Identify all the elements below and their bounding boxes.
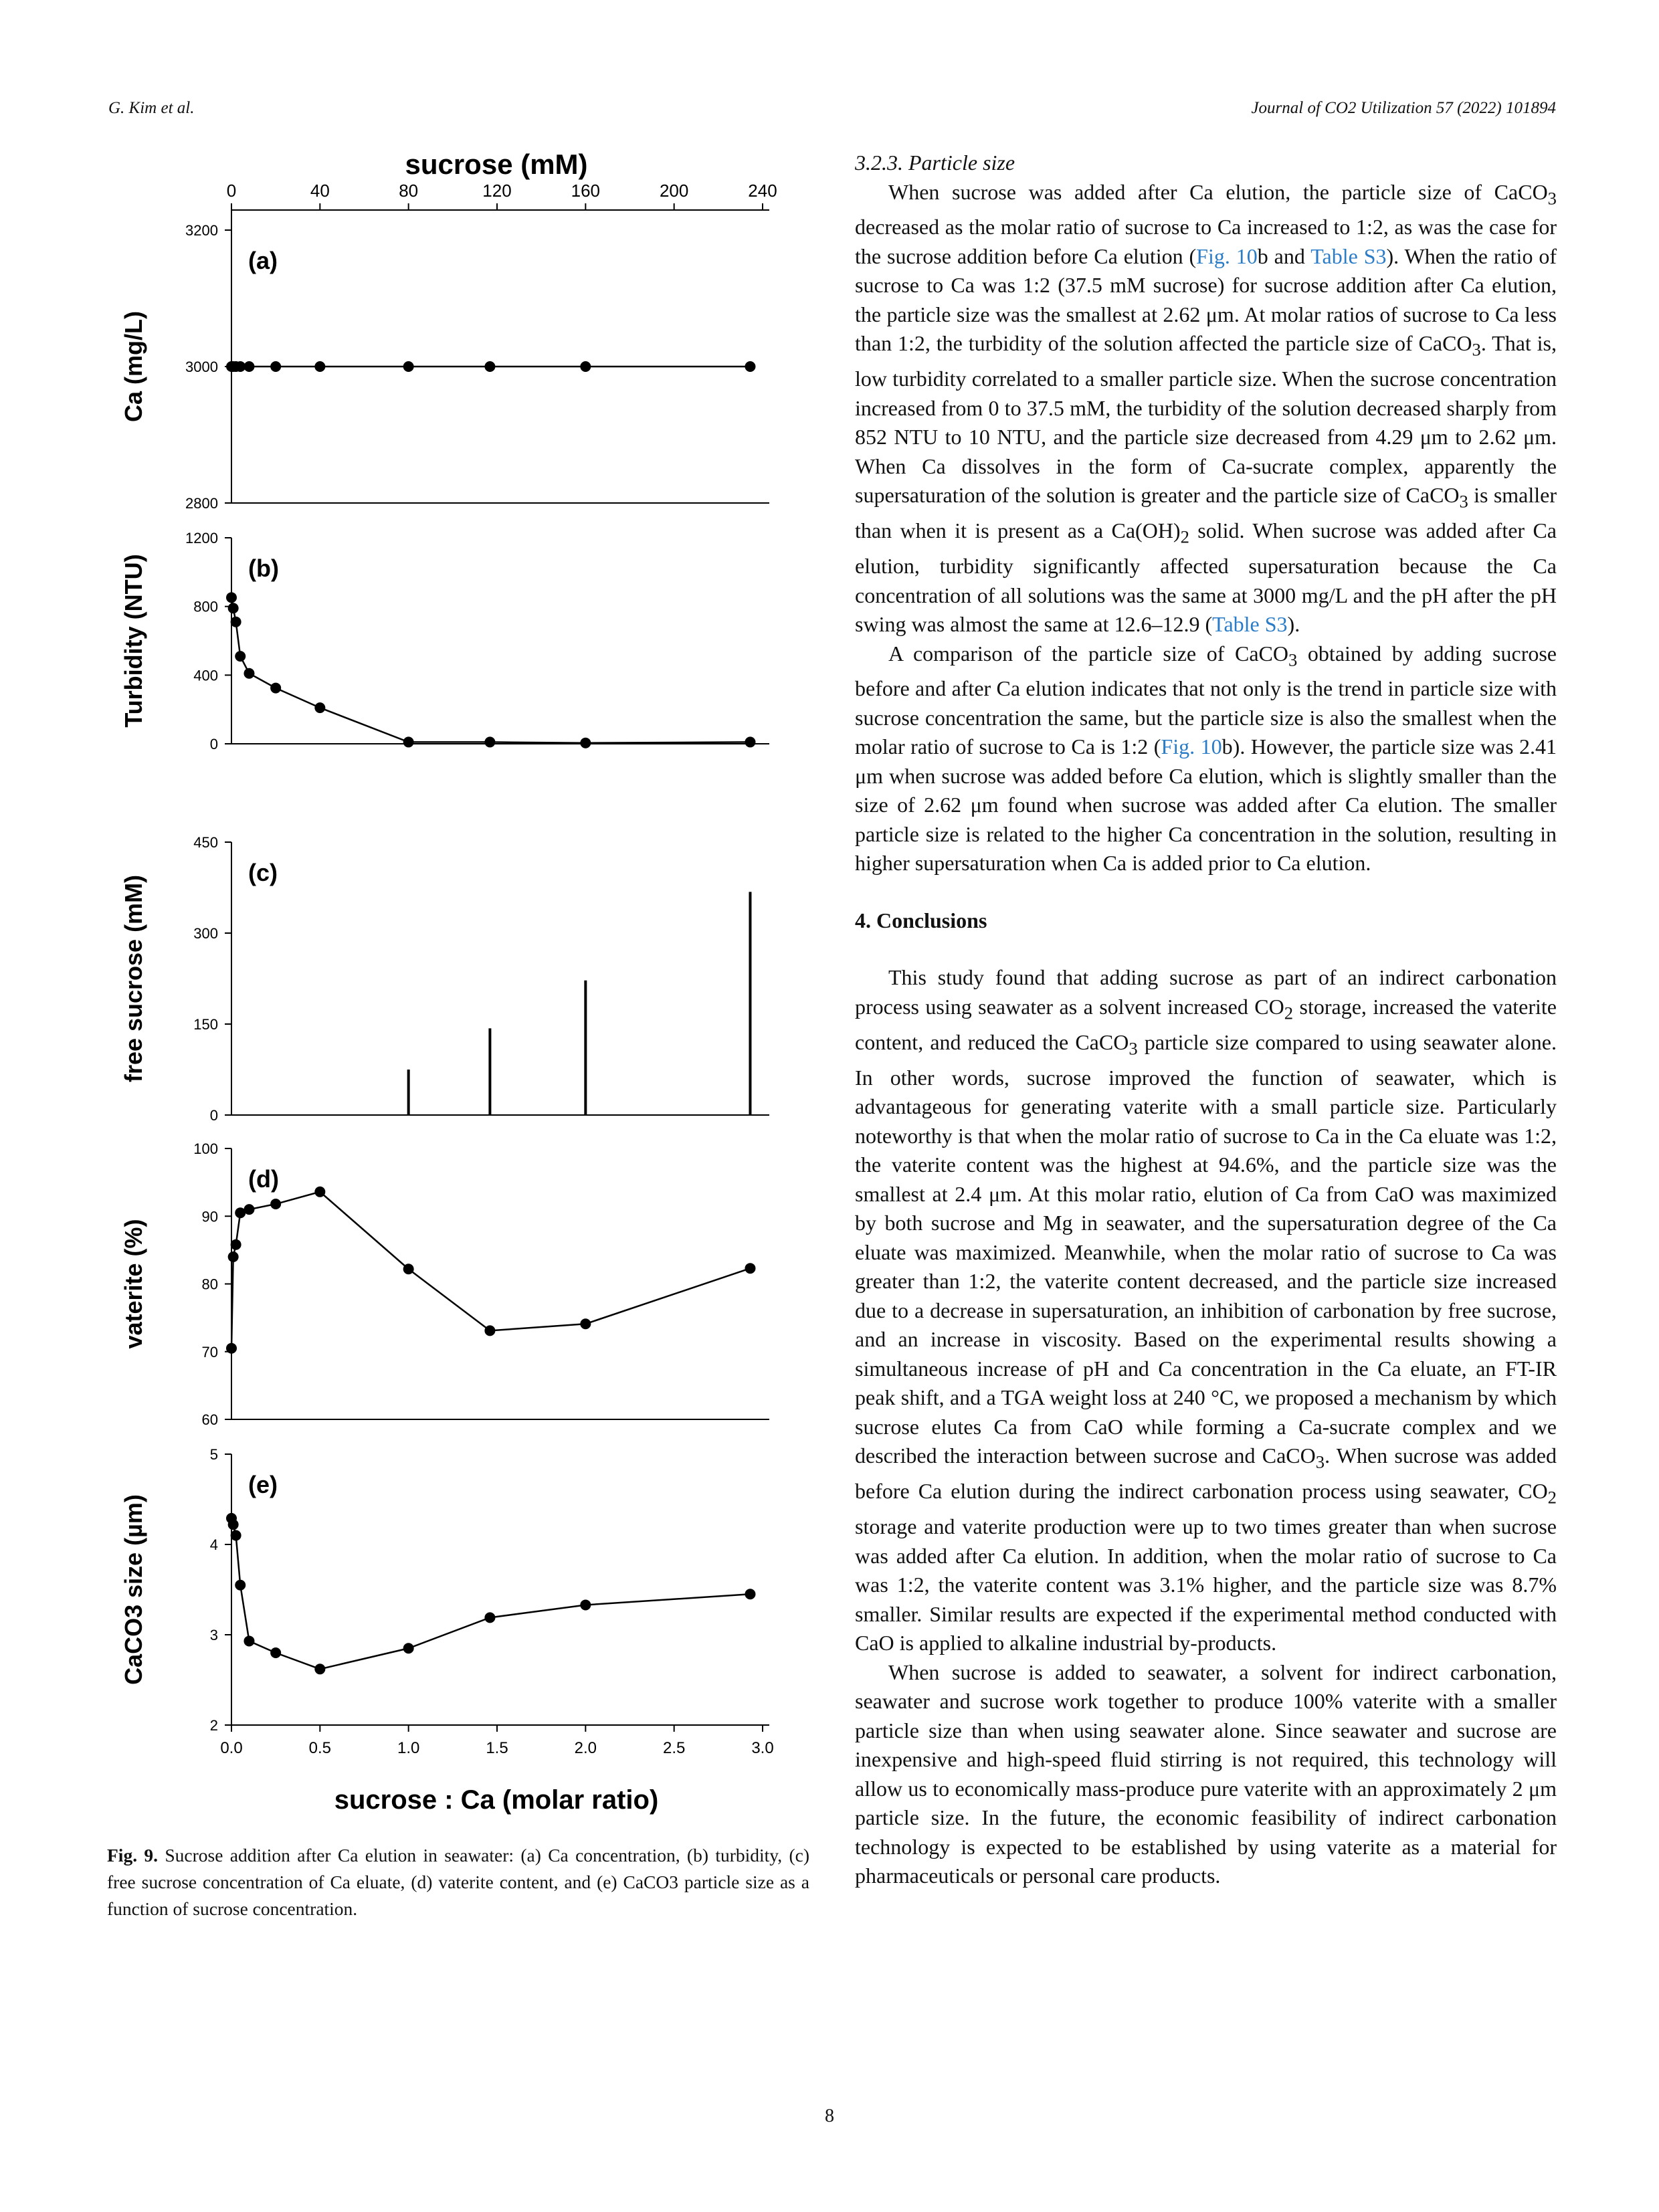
- top-tick-label: 120: [482, 181, 512, 201]
- bottom-tick-label: 1.5: [486, 1739, 508, 1757]
- chart-panel-5: [120, 1446, 769, 1734]
- data-point: [484, 1612, 495, 1623]
- data-point: [270, 1647, 281, 1658]
- data-point: [314, 361, 325, 372]
- bottom-tick-label: 2.0: [574, 1739, 597, 1757]
- data-point: [243, 668, 254, 679]
- y-tick-label: 800: [193, 598, 218, 615]
- data-point: [228, 1251, 239, 1262]
- figure-caption-label: Fig. 9.: [107, 1845, 159, 1866]
- bottom-axis: [220, 1725, 773, 1757]
- data-point: [243, 361, 254, 372]
- y-tick-label: 0: [209, 1107, 218, 1124]
- bottom-tick-label: 2.5: [662, 1739, 686, 1757]
- y-tick-label: 60: [201, 1411, 218, 1428]
- y-axis-label: Turbidity (NTU): [120, 554, 147, 728]
- data-point: [745, 736, 755, 747]
- data-point: [745, 1589, 755, 1599]
- data-point: [484, 736, 495, 747]
- body-column-right: [855, 148, 1557, 1891]
- top-tick-label: 240: [748, 181, 777, 201]
- y-tick-label: 3000: [185, 359, 218, 375]
- data-point: [231, 617, 241, 627]
- data-point: [226, 592, 237, 603]
- data-point: [270, 1199, 281, 1209]
- y-tick-label: 300: [193, 925, 218, 942]
- section-heading-conclusions: 4. Conclusions: [855, 908, 987, 932]
- bottom-tick-label: 0.0: [220, 1739, 243, 1757]
- section-heading-particle-size: 3.2.3. Particle size: [855, 150, 1015, 175]
- y-axis-label: free sucrose (mM): [120, 874, 147, 1083]
- data-point: [231, 1239, 241, 1250]
- data-point: [403, 1264, 414, 1274]
- figure-9: [100, 143, 809, 1835]
- data-point: [484, 361, 495, 372]
- panel-label: (a): [248, 247, 278, 274]
- chart-panel-1: [120, 222, 769, 512]
- y-tick-label: 1200: [185, 530, 218, 546]
- y-axis-label: vaterite (%): [120, 1219, 147, 1349]
- link-table-s3-2[interactable]: Table S3: [1212, 612, 1288, 637]
- paragraph-2: A comparison of the particle size of CaCO$_3$ obtained by adding sucrose before and after Ca elution indicates that not only is the trend in particle size with sucrose concentration the same, but the particle size is also the smallest when the molar ratio of sucrose to Ca is 1:2 (Fig. 10b). However, the particle size was 2.41 μm when sucrose was added before Ca elution, which is slightly smaller than the size of 2.62 μm found when sucrose was added after Ca elution. The smaller particle size is related to the higher Ca concentration in the solution, resulting in higher supersaturation when Ca is added prior to Ca elution.: [855, 641, 1557, 876]
- panel-label: (d): [248, 1165, 279, 1193]
- y-tick-label: 4: [209, 1536, 218, 1553]
- chart-panel-2: [120, 530, 769, 752]
- figure-caption-text: Sucrose addition after Ca elution in seawater: (a) Ca concentration, (b) turbidity, (c) free sucrose concentration of Ca eluate, (d) vaterite content, and (e) CaCO3 particle size as a function of sucrose concentration.: [107, 1845, 809, 1919]
- running-header-authors: G. Kim et al.: [108, 99, 195, 117]
- data-point: [235, 651, 246, 662]
- data-point: [243, 1635, 254, 1646]
- data-point: [314, 1187, 325, 1197]
- data-point: [580, 738, 591, 748]
- panel-label: (e): [248, 1471, 278, 1498]
- y-tick-label: 400: [193, 667, 218, 684]
- y-tick-label: 2800: [185, 495, 218, 512]
- bottom-axis-title: sucrose : Ca (molar ratio): [334, 1785, 659, 1815]
- y-tick-label: 3: [209, 1627, 218, 1643]
- data-point: [580, 1318, 591, 1329]
- top-tick-label: 160: [571, 181, 601, 201]
- y-tick-label: 0: [209, 736, 218, 752]
- figure-panels: [120, 222, 769, 1734]
- y-tick-label: 90: [201, 1208, 218, 1225]
- y-tick-label: 150: [193, 1016, 218, 1033]
- data-point: [243, 1204, 254, 1215]
- series-line: [231, 1518, 750, 1669]
- data-point: [484, 1325, 495, 1336]
- data-point: [403, 361, 414, 372]
- panel-label: (b): [248, 555, 279, 582]
- top-tick-label: 0: [226, 181, 237, 201]
- data-point: [745, 361, 755, 372]
- data-point: [228, 1519, 239, 1530]
- paragraph-3: This study found that adding sucrose as part of an indirect carbonation process using seawater as a solvent increased $CO_2$ storage, increased the vaterite content, and reduced the CaCO$_3$ particle size compared to using seawater alone. In other words, sucrose improved the function of seawater, which is advantageous for generating vaterite with a small particle size. Particularly noteworthy is that when the molar ratio of sucrose to Ca in the Ca eluate was 1:2, the vaterite content was the highest at 94.6%, and the particle size was the smallest at 2.4 μm. At this molar ratio, elution of Ca from CaO was maximized by both sucrose and Mg in seawater, and the supersaturation degree of the Ca eluate was maximized. Meanwhile, when the molar ratio of sucrose to Ca was greater than 1:2, the vaterite content decreased, and the particle size increased due to a decrease in supersaturation, an inhibition of carbonation by free sucrose, and an increase in viscosity. Based on the experimental results showing a simultaneous increase of pH and Ca concentration in the Ca eluate, an FT-IR peak shift, and a TGA weight loss at 240 °C, we proposed a mechanism by which sucrose elutes Ca from CaO while forming a Ca-sucrate complex and we described the interaction between sucrose and CaCO$_3$. When sucrose was added before Ca elution during the indirect carbonation process using seawater, $CO_2$ storage and vaterite production were up to two times greater than when sucrose was added after Ca elution. In addition, when the molar ratio of sucrose to Ca was 1:2, the vaterite content was 3.1% higher, and the particle size was 8.7% smaller. Similar results are expected if the experimental method conducted with CaO is applied to alkaline industrial by-products.: [855, 965, 1557, 1655]
- y-tick-label: 5: [209, 1446, 218, 1463]
- figure-caption: [107, 1842, 809, 1922]
- data-point: [403, 736, 414, 747]
- y-tick-label: 2: [209, 1717, 218, 1734]
- data-point: [235, 1580, 246, 1591]
- y-tick-label: 100: [193, 1140, 218, 1157]
- data-point: [228, 603, 239, 613]
- chart-panel-3: [120, 834, 769, 1124]
- y-tick-label: 70: [201, 1343, 218, 1361]
- y-tick-label: 450: [193, 834, 218, 851]
- y-tick-label: 80: [201, 1276, 218, 1293]
- series-line: [231, 1192, 750, 1348]
- link-fig10-2[interactable]: Fig. 10: [1161, 734, 1222, 759]
- top-tick-label: 200: [659, 181, 689, 201]
- y-axis-label: CaCO3 size (µm): [120, 1494, 147, 1685]
- data-point: [580, 1599, 591, 1610]
- page-number: 8: [825, 2106, 834, 2126]
- top-axis: [227, 181, 777, 230]
- data-point: [270, 683, 281, 694]
- data-point: [314, 1664, 325, 1674]
- top-axis-title: sucrose (mM): [405, 148, 588, 180]
- data-point: [580, 361, 591, 372]
- top-tick-label: 40: [310, 181, 330, 201]
- panel-label: (c): [248, 859, 278, 886]
- y-tick-label: 3200: [185, 222, 218, 239]
- paragraph-4: When sucrose is added to seawater, a solvent for indirect carbonation, seawater and sucrose work together to produce 100% vaterite with a smaller particle size than when using seawater alone. Since seawater and sucrose are inexpensive and high-speed fluid stirring is not required, this technology will allow us to economically mass-produce pure vaterite with an approximately 2 μm particle size. In the future, the economic feasibility of indirect carbonation technology is expected to be established by using vaterite as a material for pharmaceuticals or personal care products.: [855, 1660, 1557, 1888]
- data-point: [270, 361, 281, 372]
- series-line: [231, 597, 750, 742]
- data-point: [231, 1530, 241, 1541]
- bottom-tick-label: 3.0: [751, 1739, 774, 1757]
- running-header-journal: Journal of CO2 Utilization 57 (2022) 101894: [1251, 99, 1556, 117]
- data-point: [403, 1643, 414, 1653]
- data-point: [745, 1263, 755, 1274]
- y-axis-label: Ca (mg/L): [120, 311, 147, 422]
- top-tick-label: 80: [399, 181, 419, 201]
- data-point: [226, 1343, 237, 1354]
- bottom-tick-label: 0.5: [308, 1739, 332, 1757]
- bottom-tick-label: 1.0: [397, 1739, 420, 1757]
- link-table-s3[interactable]: Table S3: [1310, 243, 1387, 268]
- chart-panel-4: [120, 1140, 769, 1428]
- link-fig10[interactable]: Fig. 10: [1196, 243, 1258, 268]
- paragraph-1: When sucrose was added after Ca elution, the particle size of CaCO$_3$ decreased as the molar ratio of sucrose to Ca increased to 1:2, as was the case for the sucrose addition before Ca elution (Fig. 10b and Table S3). When the ratio of sucrose to Ca was 1:2 (37.5 mM sucrose) for sucrose addition after Ca elution, the particle size was the smallest at 2.62 μm. At molar ratios of sucrose to Ca less than 1:2, the turbidity of the solution affected the particle size of CaCO$_3$. That is, low turbidity correlated to a smaller particle size. When the sucrose concentration increased from 0 to 37.5 mM, the turbidity of the solution decreased sharply from 852 NTU to 10 NTU, and the particle size decreased from 4.29 μm to 2.62 μm. When Ca dissolves in the form of Ca-sucrate complex, apparently the supersaturation of the solution is greater and the particle size of CaCO$_3$ is smaller than when it is present as a $Ca(OH)_2$ solid. When sucrose was added after Ca elution, turbidity significantly affected supersaturation because the Ca concentration of all solutions was the same at 3000 mg/L and the pH after the pH swing was almost the same at 12.6–12.9 (Table S3).: [855, 179, 1557, 637]
- data-point: [314, 702, 325, 713]
